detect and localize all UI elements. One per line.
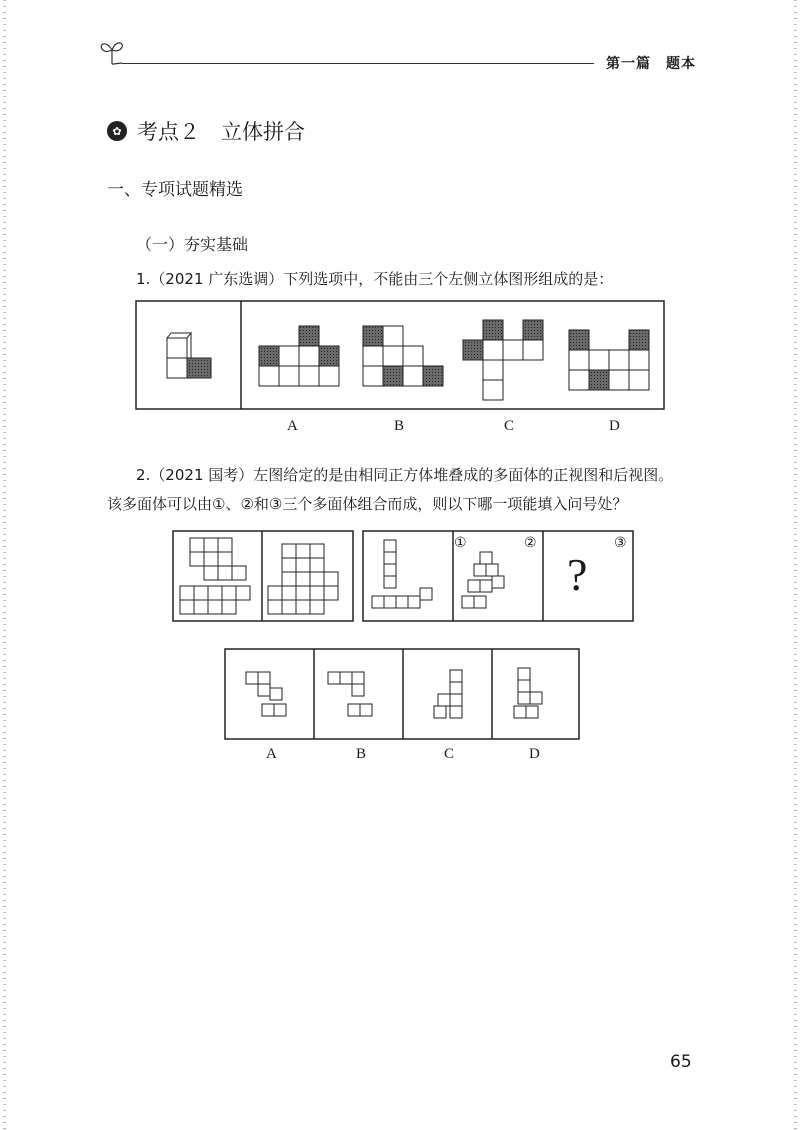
section-title-text: 考点２ 立体拼合 bbox=[137, 120, 305, 144]
option-b-shape bbox=[363, 326, 443, 386]
left-margin-dots bbox=[3, 0, 6, 1130]
front-view-shape bbox=[180, 538, 250, 614]
question-1-figure bbox=[135, 300, 665, 412]
heading-2: （一）夯实基础 bbox=[136, 235, 249, 254]
back-view-shape bbox=[268, 544, 338, 614]
header-section-label: 第一篇 题本 bbox=[606, 56, 696, 72]
question-1-text: 1.（2021 广东选调）下列选项中，不能由三个左侧立体图形组成的是： bbox=[136, 270, 614, 288]
header-rule bbox=[122, 63, 594, 64]
question-2-views-figure bbox=[172, 530, 354, 622]
piece-3-mark: ③ bbox=[614, 536, 627, 551]
q1-option-b-label: B bbox=[394, 418, 405, 434]
reference-shape bbox=[167, 333, 211, 378]
question-2-options-figure bbox=[224, 648, 580, 740]
piece-1-shape bbox=[372, 540, 432, 608]
page-number: 65 bbox=[670, 1052, 692, 1072]
q2-option-d-label: D bbox=[529, 746, 540, 762]
piece-2-mark: ② bbox=[524, 536, 537, 551]
q1-option-c-label: C bbox=[504, 418, 515, 434]
option-c-shape bbox=[463, 320, 543, 400]
option-d-shape bbox=[569, 330, 649, 390]
q2-option-b-label: B bbox=[356, 746, 367, 762]
q1-option-a-label: A bbox=[287, 418, 298, 434]
question-2-pieces-figure bbox=[362, 530, 634, 622]
question-2-text-line-1: 2.（2021 国考）左图给定的是由相同正方体堆叠成的多面体的正视图和后视图。 bbox=[136, 466, 674, 484]
question-mark: ? bbox=[567, 549, 588, 600]
q1-option-d-label: D bbox=[609, 418, 620, 434]
sprout-icon bbox=[98, 36, 126, 66]
q2-option-d-shape bbox=[514, 668, 542, 718]
q2-option-a-label: A bbox=[266, 746, 277, 762]
q2-option-b-shape bbox=[328, 672, 372, 716]
flower-badge-icon: ✿ bbox=[107, 121, 127, 141]
section-title bbox=[107, 116, 305, 146]
heading-1: 一、专项试题精选 bbox=[107, 180, 243, 200]
q2-option-a-shape bbox=[246, 672, 286, 716]
question-2-text-line-2: 该多面体可以由①、②和③三个多面体组合而成，则以下哪一项能填入问号处？ bbox=[107, 495, 628, 513]
piece-1-mark: ① bbox=[454, 536, 467, 551]
q2-option-c-shape bbox=[434, 670, 462, 718]
option-a-shape bbox=[259, 326, 339, 386]
right-margin-dots bbox=[794, 0, 797, 1130]
piece-2-shape bbox=[462, 552, 504, 608]
q2-option-c-label: C bbox=[444, 746, 455, 762]
